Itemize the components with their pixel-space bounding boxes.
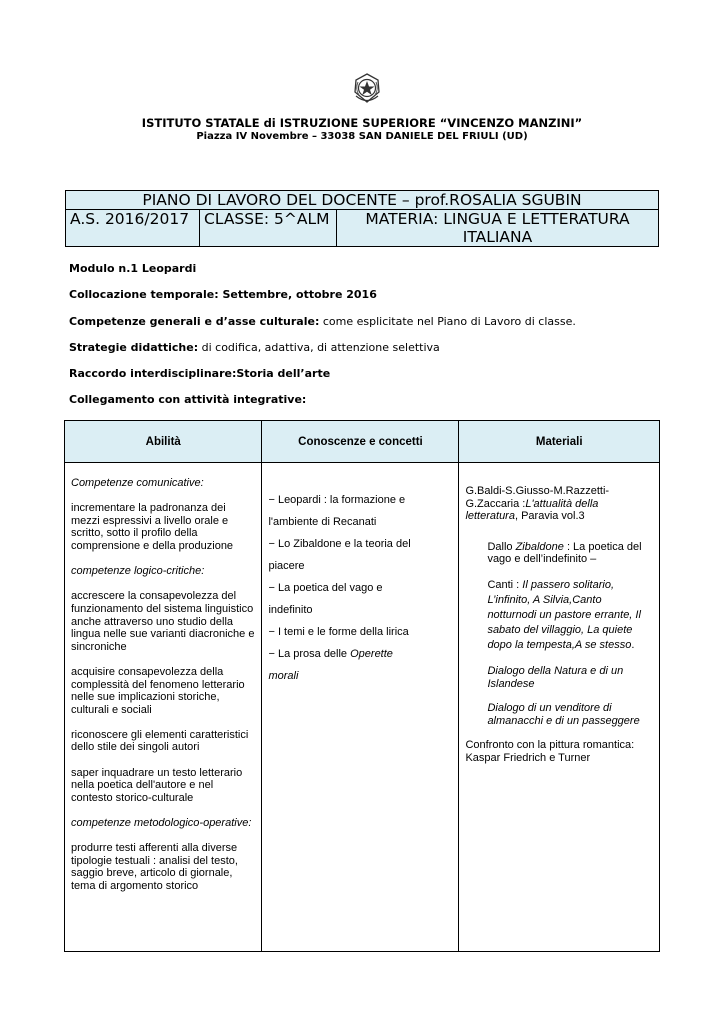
list-item: − La poetica del vago e indefinito (268, 582, 383, 616)
list-item: acquisire consapevolezza della complessità del fenomeno letterario nelle sue implicazioni storiche, culturali e sociali (71, 665, 245, 716)
subject-line-2: ITALIANA (462, 228, 533, 246)
module-table (64, 420, 660, 952)
list-item: Dialogo della Natura e di un Islandese (487, 664, 624, 690)
list-item: produrre testi afferenti alla diverse tipologie testuali : analisi del testo, saggio breve, articolo di giornale, tema di argomento storico (71, 842, 238, 892)
module-title: Modulo n.1 Leopardi (69, 262, 197, 275)
list-item: − I temi e le forme della lirica (268, 626, 409, 638)
plan-title: PIANO DI LAVORO DEL DOCENTE – prof.ROSALIA SGUBIN (66, 191, 659, 210)
textbook-reference: G.Baldi-S.Giusso-M.Razzetti-G.Zaccaria :L'attualità della letteratura, Paravia vol.3 (465, 485, 610, 523)
abilita-cell (65, 463, 262, 952)
list-item: Dialogo di un venditore di almanacchi e di un passeggere (487, 702, 640, 727)
header-abilita: Abilità (65, 421, 262, 463)
plan-title-table (65, 190, 659, 247)
list-item: − La prosa delle Operette morali (268, 648, 393, 682)
header-conoscenze: Conoscenze e concetti (262, 421, 459, 463)
teaching-strategies: Strategie didattiche: di codifica, adattiva, di attenzione selettiva (69, 341, 440, 354)
institute-name: ISTITUTO STATALE di ISTRUZIONE SUPERIORE “VINCENZO MANZINI” (141, 116, 583, 130)
subject-line-1: MATERIA: LINGUA E LETTERATURA (365, 210, 630, 228)
list-item: accrescere la consapevolezza del funzionamento del sistema linguistico anche attraverso uno studio della lingua nelle sue varianti diacroniche e sincroniche (71, 590, 255, 653)
general-competences: Competenze generali e d’asse culturale: come esplicitate nel Piano di Lavoro di classe. (69, 315, 576, 328)
list-item: competenze metodologico-operative: (71, 817, 252, 830)
class-label: CLASSE: 5^ALM (200, 210, 337, 247)
list-item: saper inquadrare un testo letterario nella poetica dell'autore e nel contesto storico-culturale (71, 766, 243, 804)
conoscenze-cell (262, 463, 459, 952)
materiali-cell (459, 463, 660, 952)
list-item: competenze logico-critiche: (71, 565, 205, 578)
school-year: A.S. 2016/2017 (66, 210, 200, 247)
italian-republic-emblem-icon (352, 72, 382, 104)
list-item: Dallo Zibaldone : La poetica del vago e dell’indefinito – (487, 540, 642, 566)
subject-label (337, 210, 659, 247)
list-item: incrementare la padronanza dei mezzi espressivi a livello orale e scritto, sotto il profilo della comprensione e della produzione (71, 502, 234, 552)
list-item: Canti : Il passero solitario, L’infinito, A Silvia,Canto notturnodi un pastore errante, Il sabato del villaggio, La quiete dopo la tempesta,A se stesso. (487, 578, 641, 651)
list-item: Competenze comunicative: (71, 477, 204, 489)
integrative-activities: Collegamento con attività integrative: (69, 393, 307, 406)
list-item: riconoscere gli elementi caratteristici dello stile dei singoli autori (71, 728, 249, 754)
time-placement: Collocazione temporale: Settembre, ottobre 2016 (69, 288, 377, 301)
header-materiali: Materiali (459, 421, 660, 463)
list-item: − Lo Zibaldone e la teoria del piacere (268, 538, 411, 572)
interdisciplinary-link: Raccordo interdisciplinare:Storia dell’arte (69, 367, 331, 380)
institute-address: Piazza IV Novembre – 33038 SAN DANIELE DEL FRIULI (UD) (196, 131, 528, 142)
list-item: − Leopardi : la formazione e l'ambiente di Recanati (268, 494, 406, 528)
list-item: Confronto con la pittura romantica: Kaspar Friedrich e Turner (465, 739, 635, 764)
